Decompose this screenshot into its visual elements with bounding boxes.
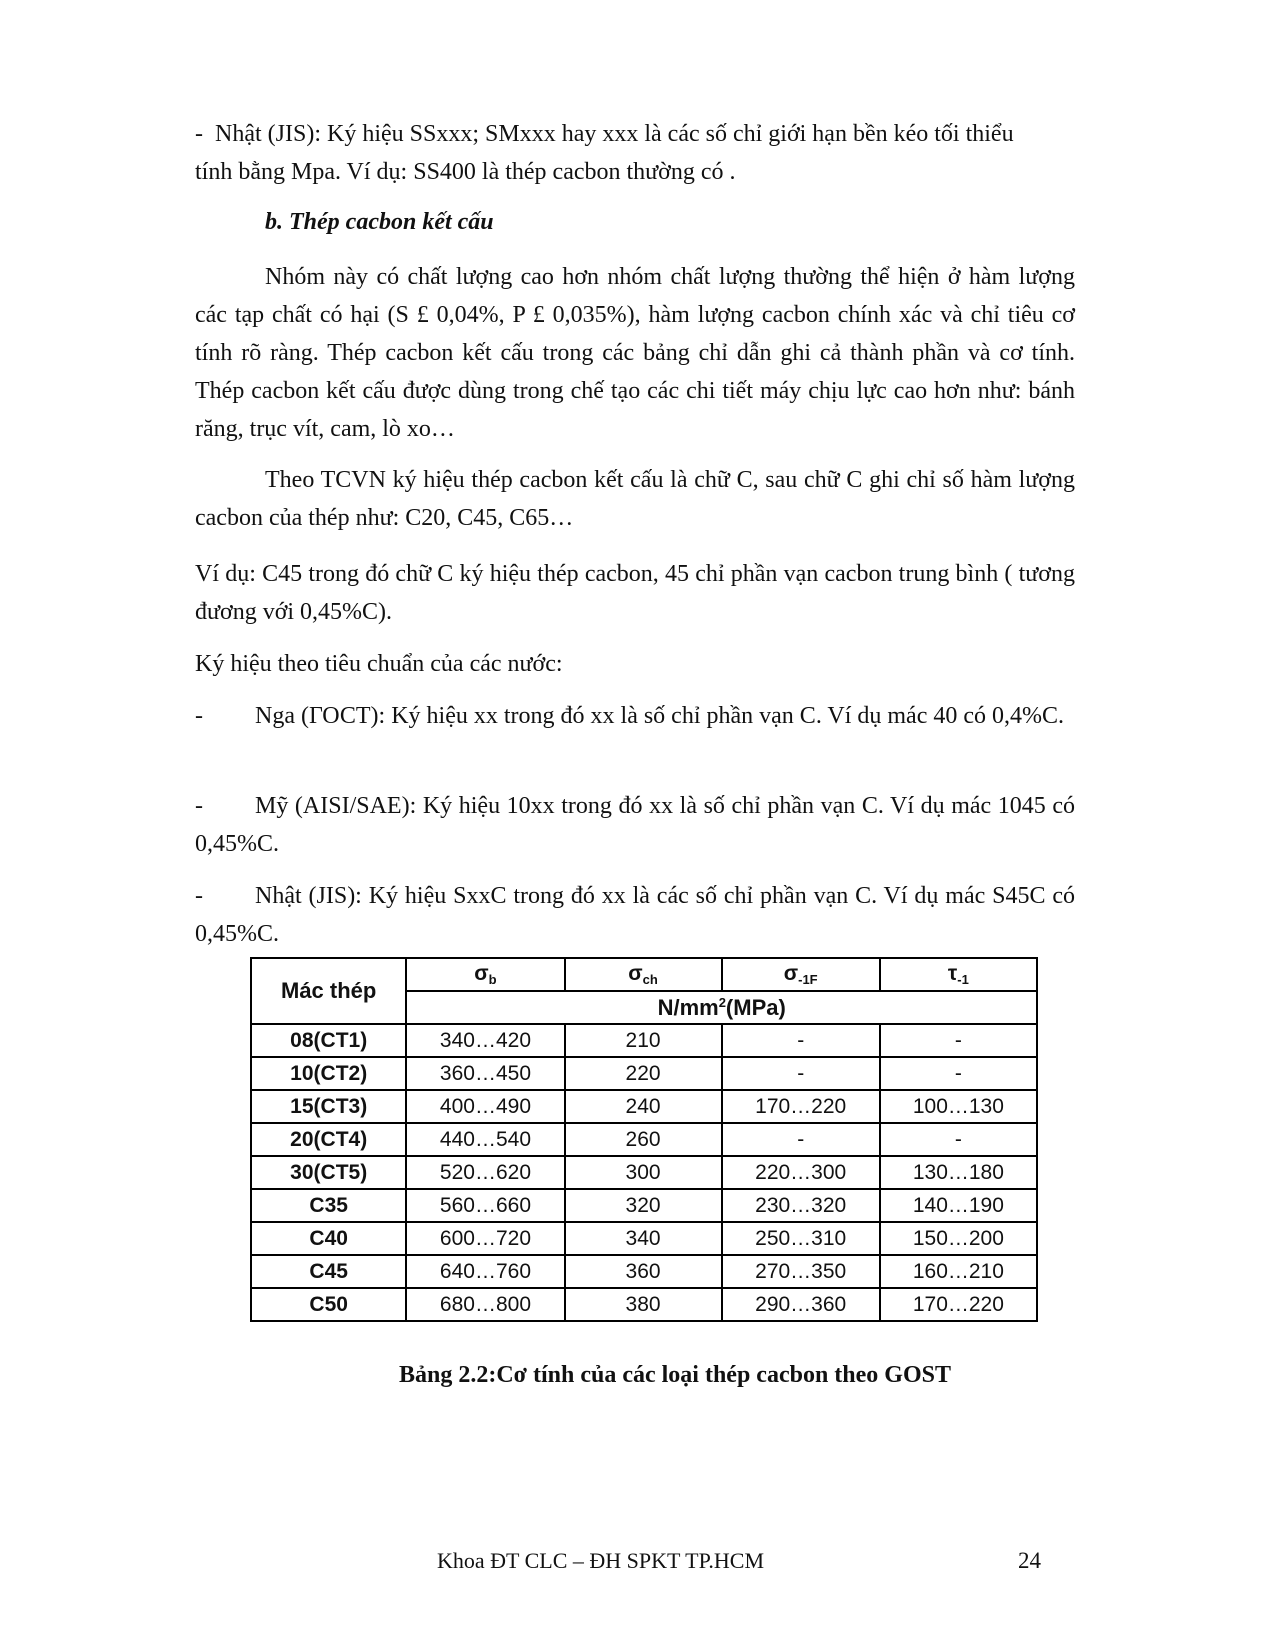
- sigma-1f-cell: 270…350: [722, 1255, 880, 1288]
- tau-1-cell: 130…180: [880, 1156, 1037, 1189]
- tau-1-cell: 160…210: [880, 1255, 1037, 1288]
- table-row: [251, 1255, 1037, 1288]
- grade-cell: 15(CT3): [251, 1090, 406, 1123]
- sigma-1f-cell: -: [722, 1123, 880, 1156]
- tau-1-cell: 100…130: [880, 1090, 1037, 1123]
- unit-header: [406, 991, 1037, 1024]
- table-row: [251, 1024, 1037, 1057]
- sigma-b-cell: 360…450: [406, 1057, 564, 1090]
- tau-1-header: [880, 958, 1037, 991]
- sigma-1f-header: [722, 958, 880, 991]
- bullet-dash: -: [195, 883, 203, 909]
- sigma-1f-cell: 170…220: [722, 1090, 880, 1123]
- sigma-symbol: σ: [474, 962, 489, 985]
- sigma-b-cell: 340…420: [406, 1024, 564, 1057]
- usa-paragraph: Mỹ (AISI/SAE): Ký hiệu 10xx trong đó xx là số chỉ phần vạn C. Ví dụ mác 1045 có 0,45%C.: [195, 793, 1075, 857]
- jis-ss-text-1: Nhật (JIS): Ký hiệu SSxxx; SMxxx hay xxx là các số chỉ giới hạn bền kéo tối thiểu: [215, 121, 1014, 147]
- grade-cell: C50: [251, 1288, 406, 1321]
- sigma-1f-subscript: -1F: [798, 972, 818, 987]
- tau-1-cell: 150…200: [880, 1222, 1037, 1255]
- jis-ss-line-2: tính bằng Mpa. Ví dụ: SS400 là thép cacbon thường có .: [195, 159, 736, 185]
- standards-intro: Ký hiệu theo tiêu chuẩn của các nước:: [195, 651, 563, 677]
- sigma-b-header: [406, 958, 564, 991]
- sigma-1f-cell: 290…360: [722, 1288, 880, 1321]
- steel-properties-table: [250, 957, 1038, 1322]
- sigma-ch-cell: 260: [565, 1123, 722, 1156]
- grade-cell: 08(CT1): [251, 1024, 406, 1057]
- grade-cell: 30(CT5): [251, 1156, 406, 1189]
- tau-1-cell: 170…220: [880, 1288, 1037, 1321]
- sigma-1f-cell: -: [722, 1024, 880, 1057]
- grade-cell: 20(CT4): [251, 1123, 406, 1156]
- example-paragraph: Ví dụ: C45 trong đó chữ C ký hiệu thép cacbon, 45 chỉ phần vạn cacbon trung bình ( tương đương với 0,45%C).: [195, 561, 1075, 625]
- table-row: [251, 1189, 1037, 1222]
- bullet-dash: -: [195, 121, 203, 147]
- grade-header: Mác thép: [251, 958, 406, 1024]
- grade-cell: 10(CT2): [251, 1057, 406, 1090]
- sigma-1f-cell: 250…310: [722, 1222, 880, 1255]
- section-heading: b. Thép cacbon kết cấu: [265, 209, 494, 235]
- sigma-ch-cell: 220: [565, 1057, 722, 1090]
- sigma-ch-cell: 240: [565, 1090, 722, 1123]
- sigma-symbol: σ: [783, 962, 799, 985]
- bullet-dash: -: [195, 703, 203, 729]
- russia-paragraph: Nga (ГОСТ): Ký hiệu xx trong đó xx là số chỉ phần vạn C. Ví dụ mác 40 có 0,4%C.: [255, 703, 1065, 729]
- sigma-1f-cell: 220…300: [722, 1156, 880, 1189]
- table-row: [251, 1156, 1037, 1189]
- footer-text: Khoa ĐT CLC – ĐH SPKT TP.HCM: [437, 1548, 765, 1573]
- sigma-ch-subscript: ch: [642, 972, 658, 987]
- tau-1-subscript: -1: [957, 972, 969, 987]
- sigma-ch-cell: 380: [565, 1288, 722, 1321]
- page-number: 24: [1018, 1548, 1041, 1573]
- sigma-ch-header: [565, 958, 722, 991]
- table-row: [251, 1288, 1037, 1321]
- tau-1-cell: -: [880, 1057, 1037, 1090]
- unit-suffix: (MPa): [725, 994, 786, 1020]
- tcvn-paragraph: Theo TCVN ký hiệu thép cacbon kết cấu là chữ C, sau chữ C ghi chỉ số hàm lượng cacbon của thép như: C20, C45, C65…: [195, 467, 1075, 531]
- sigma-ch-cell: 320: [565, 1189, 722, 1222]
- japan-paragraph: Nhật (JIS): Ký hiệu SxxC trong đó xx là các số chỉ phần vạn C. Ví dụ mác S45C có 0,45%C.: [195, 883, 1075, 947]
- sigma-ch-cell: 340: [565, 1222, 722, 1255]
- table-row: [251, 1057, 1037, 1090]
- sigma-b-cell: 520…620: [406, 1156, 564, 1189]
- sigma-symbol: σ: [628, 962, 643, 985]
- tau-1-cell: -: [880, 1024, 1037, 1057]
- grade-cell: C35: [251, 1189, 406, 1222]
- sigma-b-cell: 400…490: [406, 1090, 564, 1123]
- tau-1-cell: 140…190: [880, 1189, 1037, 1222]
- sigma-b-subscript: b: [488, 972, 497, 987]
- tau-symbol: τ: [947, 962, 958, 985]
- bullet-dash: -: [195, 793, 203, 819]
- grade-cell: C40: [251, 1222, 406, 1255]
- sigma-b-cell: 560…660: [406, 1189, 564, 1222]
- intro-paragraph: Nhóm này có chất lượng cao hơn nhóm chất lượng thường thể hiện ở hàm lượng các tạp chất có hại (S £ 0,04%, P £ 0,035%), hàm lượng cacbon chính xác và chỉ tiêu cơ tính rõ ràng. Thép cacbon kết cấu trong các bảng chỉ dẫn ghi cả thành phần và cơ tính. Thép cacbon kết cấu được dùng trong chế tạo các chi tiết máy chịu lực cao hơn như: bánh răng, trục vít, cam, lò xo…: [195, 264, 1075, 442]
- sigma-1f-cell: -: [722, 1057, 880, 1090]
- sigma-ch-cell: 210: [565, 1024, 722, 1057]
- sigma-ch-cell: 360: [565, 1255, 722, 1288]
- jis-ss-line-1: [195, 115, 1014, 153]
- sigma-1f-cell: 230…320: [722, 1189, 880, 1222]
- unit-superscript: 2: [718, 994, 726, 1010]
- sigma-b-cell: 440…540: [406, 1123, 564, 1156]
- table-row: [251, 1090, 1037, 1123]
- sigma-b-cell: 680…800: [406, 1288, 564, 1321]
- table-row: [251, 1222, 1037, 1255]
- grade-cell: C45: [251, 1255, 406, 1288]
- table-row: [251, 1123, 1037, 1156]
- unit-text: N/mm: [657, 994, 719, 1020]
- table-header-row: [251, 958, 1037, 991]
- sigma-b-cell: 640…760: [406, 1255, 564, 1288]
- tau-1-cell: -: [880, 1123, 1037, 1156]
- table-caption: Bảng 2.2:Cơ tính của các loại thép cacbon theo GOST: [399, 1362, 951, 1388]
- sigma-ch-cell: 300: [565, 1156, 722, 1189]
- sigma-b-cell: 600…720: [406, 1222, 564, 1255]
